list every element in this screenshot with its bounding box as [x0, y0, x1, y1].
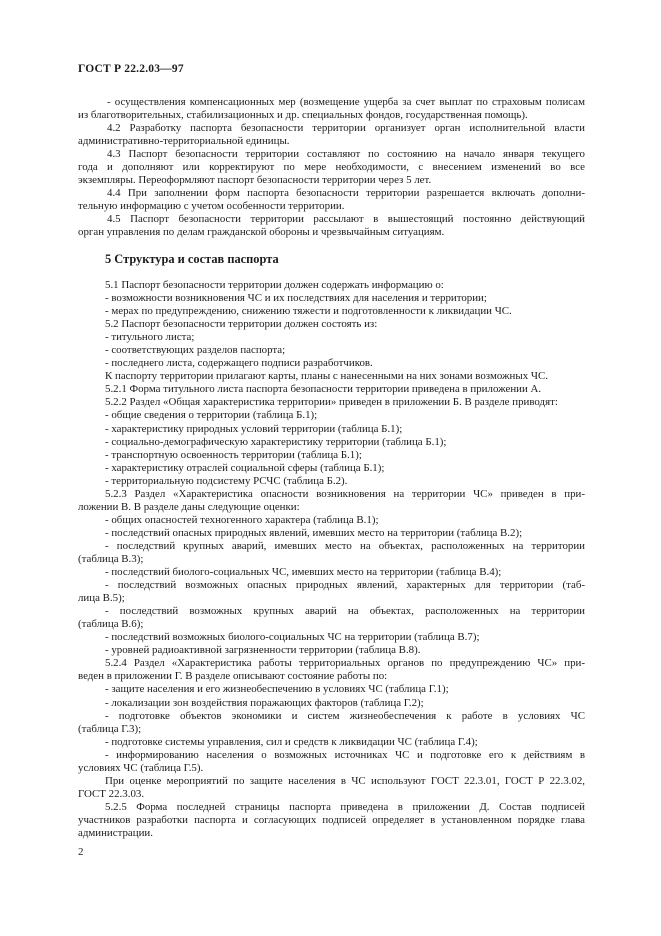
text-line: - последствий возможных опасных природных явлений, характерных для территории (таб- [105, 579, 585, 592]
text-line: - подготовке системы управления, сил и средств к ликвидации ЧС (таблица Г.4); [105, 735, 478, 748]
text-line: - мерах по предупреждению, снижению тяжести и подготовленности к ликвидации ЧС. [105, 305, 512, 318]
text-line: экземпляры. Переоформляют паспорт безопасности территории через 5 лет. [78, 174, 432, 187]
text-line: - соответствующих разделов паспорта; [105, 344, 286, 357]
text-line: 4.5 Паспорт безопасности территории рассылают в вышестоящий постоянно действующий [107, 213, 585, 226]
text-line: К паспорту территории прилагают карты, планы с нанесенными на них зонами возможных ЧС. [105, 370, 548, 383]
text-line: условиях ЧС (таблица Г.5). [78, 761, 204, 774]
text-line: - подготовке объектов экономики и систем жизнеобеспечения к работе в условиях ЧС [105, 709, 585, 722]
page-number: 2 [78, 846, 84, 858]
text-line: - осуществления компенсационных мер (возмещение ущерба за счет выплат по страховым полисам [107, 96, 585, 108]
text-line: - общие сведения о территории (таблица Б.1); [105, 409, 318, 422]
text-line: - информированию населения о возможных источниках ЧС и подготовке его к действиям в [105, 748, 585, 761]
text-line: - социально-демографическую характеристику территории (таблица Б.1); [105, 435, 447, 448]
text-line: ГОСТ 22.3.03. [78, 787, 145, 800]
text-line: - общих опасностей техногенного характера (таблица В.1); [105, 513, 379, 526]
text-line: 5.2.1 Форма титульного листа паспорта безопасности территории приведена в приложении А. [105, 383, 542, 396]
text-line: - характеристику природных условий территории (таблица Б.1); [105, 422, 403, 435]
text-line: орган управления по делам гражданской обороны и чрезвычайным ситуациям. [78, 226, 445, 239]
text-line: 5.2.5 Форма последней страницы паспорта приведена в приложении Д. Состав подписей [105, 800, 585, 813]
text-line: - последствий биолого-социальных ЧС, имевших место на территории (таблица В.4); [105, 566, 502, 579]
text-line: - последствий опасных природных явлений, имевших место на территории (таблица В.2); [105, 526, 523, 539]
text-line: - территориальную подсистему РСЧС (таблица Б.2). [105, 474, 348, 487]
text-line: лица В.5); [78, 592, 125, 605]
text-line: - последнего листа, содержащего подписи разработчиков. [105, 357, 373, 370]
text-line: - титульного листа; [105, 331, 195, 344]
text-line: - характеристику отраслей социальной сферы (таблица Б.1); [105, 461, 385, 474]
text-line: из благотворительных, стабилизационных и др. специальных фондов, государственная помощь). [78, 109, 528, 122]
document-header: ГОСТ Р 22.2.03—97 [78, 63, 184, 75]
text-line: (таблица Г.3); [78, 722, 142, 735]
text-line: администрации. [78, 826, 153, 839]
text-line: 4.4 При заполнении форм паспорта безопасности территории разрешается включать дополни- [107, 187, 585, 200]
text-line: тельную информацию с учетом особенности территории. [78, 200, 345, 213]
text-line: - возможности возникновения ЧС и их последствиях для населения и территории; [105, 292, 487, 305]
text-line: участников разработки паспорта и согласующих подписей определяет в установленном порядке глава [78, 813, 585, 826]
text-line: При оценке мероприятий по защите населения в ЧС используют ГОСТ 22.3.01, ГОСТ Р 22.3.02, [105, 774, 585, 787]
text-line: 5.2 Паспорт безопасности территории должен состоять из: [105, 318, 378, 331]
text-line: - последствий крупных аварий, имевших место на объектах, расположенных на территории [105, 539, 585, 552]
text-line: 5.2.3 Раздел «Характеристика опасности возникновения на территории ЧС» приведен в при- [105, 487, 585, 500]
text-line: - последствий возможных крупных аварий на объектах, расположенных на территории [105, 605, 585, 618]
text-line: веден в приложении Г. В разделе описывают состояние работы по: [78, 670, 388, 683]
text-line: (таблица В.3); [78, 552, 144, 565]
text-line: 5.1 Паспорт безопасности территории должен содержать информацию о: [105, 279, 444, 291]
text-line: - локализации зон воздействия поражающих факторов (таблица Г.2); [105, 696, 424, 709]
text-line: года и дополняют или корректируют по мере необходимости, с внесением изменений во все [78, 161, 585, 174]
text-line: ложении В. В разделе даны следующие оценки: [78, 500, 300, 513]
section-5-body [78, 279, 585, 840]
text-line: (таблица В.6); [78, 618, 144, 631]
text-line: 4.2 Разработку паспорта безопасности территории организует орган исполнительной власти [107, 122, 585, 135]
text-line: 5.2.2 Раздел «Общая характеристика территории» приведен в приложении Б. В разделе приводят: [105, 396, 558, 409]
text-line: - защите населения и его жизнеобеспечению в условиях ЧС (таблица Г.1); [105, 683, 449, 696]
text-line: - уровней радиоактивной загрязненности территории (таблица В.8). [105, 644, 421, 657]
section-title: 5 Структура и состав паспорта [105, 252, 279, 266]
text-line: - транспортную освоенность территории (таблица Б.1); [105, 448, 362, 461]
text-line: 4.3 Паспорт безопасности территории составляют по состоянию на начало января текущего [107, 148, 585, 161]
text-line: - последствий возможных биолого-социальных ЧС на территории (таблица В.7); [105, 631, 480, 644]
text-line: 5.2.4 Раздел «Характеристика работы территориальных органов по предупреждению ЧС» при- [105, 657, 585, 670]
section-4-continuation [78, 96, 585, 240]
text-line: административно-территориальной единицы. [78, 135, 290, 148]
